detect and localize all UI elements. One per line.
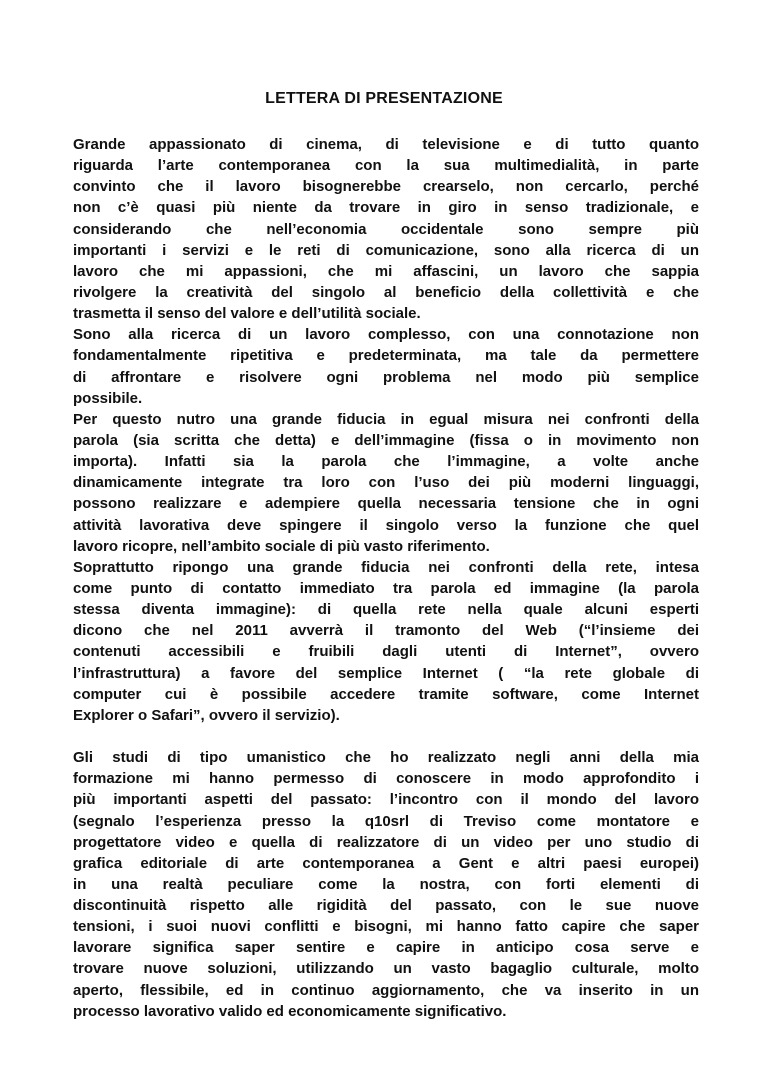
text-line: lavoro ricopre, nell’ambito sociale di più vasto riferimento. xyxy=(73,537,490,555)
text-line: considerando che nell’economia occidentale sono sempre più xyxy=(73,220,699,238)
text-line: contenuti accessibili e fruibili dagli utenti di Internet”, ovvero xyxy=(73,643,699,661)
text-line: Sono alla ricerca di un lavoro complesso, con una connotazione non xyxy=(73,326,699,344)
document-title: LETTERA DI PRESENTAZIONE xyxy=(265,90,503,107)
text-line: trovare nuove soluzioni, utilizzando un vasto bagaglio culturale, molto xyxy=(73,960,699,978)
text-line: convinto che il lavoro bisognerebbe crearselo, non cercarlo, perché xyxy=(73,178,699,196)
text-line: (segnalo l’esperienza presso la q10srl di Treviso come montatore e xyxy=(73,812,699,830)
text-line: Explorer o Safari”, ovvero il servizio). xyxy=(73,706,340,724)
text-line: processo lavorativo valido ed economicamente significativo. xyxy=(73,1002,507,1020)
text-line: lavoro che mi appassioni, che mi affascini, un lavoro che sappia xyxy=(73,262,699,280)
document-body xyxy=(73,134,699,1022)
text-line: computer cui è possibile accedere tramite software, come Internet xyxy=(73,685,699,703)
text-line: progettatore video e quella di realizzatore di un video per uno studio di xyxy=(73,833,699,851)
text-line: Soprattutto ripongo una grande fiducia nei confronti della rete, intesa xyxy=(73,558,699,576)
text-line: di affrontare e risolvere ogni problema nel modo più semplice xyxy=(73,368,699,386)
paragraph-gap xyxy=(73,726,699,747)
text-line: aperto, flessibile, ed in continuo aggiornamento, che va inserito in un xyxy=(73,981,699,999)
text-line: più importanti aspetti del passato: l’incontro con il mondo del lavoro xyxy=(73,791,699,809)
text-line: rivolgere la creatività del singolo al beneficio della collettività e che xyxy=(73,283,699,301)
paragraph xyxy=(73,747,699,1022)
text-line: Grande appassionato di cinema, di televisione e di tutto quanto xyxy=(73,136,699,153)
text-line: parola (sia scritta che detta) e dell’immagine (fissa o in movimento non xyxy=(73,431,699,449)
text-line: dicono che nel 2011 avverrà il tramonto del Web (“l’insieme dei xyxy=(73,622,699,640)
text-line: non c’è quasi più niente da trovare in giro in senso tradizionale, e xyxy=(73,199,699,217)
text-line: in una realtà peculiare come la nostra, con forti elementi di xyxy=(73,875,699,893)
text-line: possibile. xyxy=(73,389,143,407)
text-line: l’infrastruttura) a favore del semplice Internet ( “la rete globale di xyxy=(73,664,699,682)
text-line: stessa diventa immagine): di quella rete nella quale alcuni esperti xyxy=(73,601,699,619)
text-line: Gli studi di tipo umanistico che ho realizzato negli anni della mia xyxy=(73,749,699,767)
text-line: Per questo nutro una grande fiducia in egual misura nei confronti della xyxy=(73,410,699,428)
paragraph xyxy=(73,134,699,324)
text-line: importa). Infatti sia la parola che l’immagine, a volte anche xyxy=(73,453,699,471)
text-line: lavorare significa saper sentire e capire in anticipo cosa serve e xyxy=(73,939,699,957)
text-line: possono realizzare e adempiere quella necessaria tensione che in ogni xyxy=(73,495,699,513)
text-line: riguarda l’arte contemporanea con la sua multimedialità, in parte xyxy=(73,157,699,175)
text-line: tensioni, i suoi nuovi conflitti e bisogni, mi hanno fatto capire che saper xyxy=(73,918,699,936)
text-line: importanti i servizi e le reti di comunicazione, sono alla ricerca di un xyxy=(73,241,699,259)
text-line: dinamicamente integrate tra loro con l’uso dei più moderni linguaggi, xyxy=(73,474,699,492)
text-line: attività lavorativa deve spingere il singolo verso la funzione che quel xyxy=(73,516,699,534)
paragraph xyxy=(73,409,699,557)
paragraph xyxy=(73,324,699,409)
text-line: discontinuità rispetto alle rigidità del passato, con le sue nuove xyxy=(73,897,699,915)
paragraph xyxy=(73,557,699,726)
text-line: formazione mi hanno permesso di conoscere in modo approfondito i xyxy=(73,770,699,788)
text-line: come punto di contatto immediato tra parola ed immagine (la parola xyxy=(73,579,699,597)
text-line: trasmetta il senso del valore e dell’utilità sociale. xyxy=(73,305,421,323)
text-line: fondamentalmente ripetitiva e predeterminata, ma tale da permettere xyxy=(73,347,699,365)
text-line: grafica editoriale di arte contemporanea a Gent e altri paesi europei) xyxy=(73,854,699,872)
